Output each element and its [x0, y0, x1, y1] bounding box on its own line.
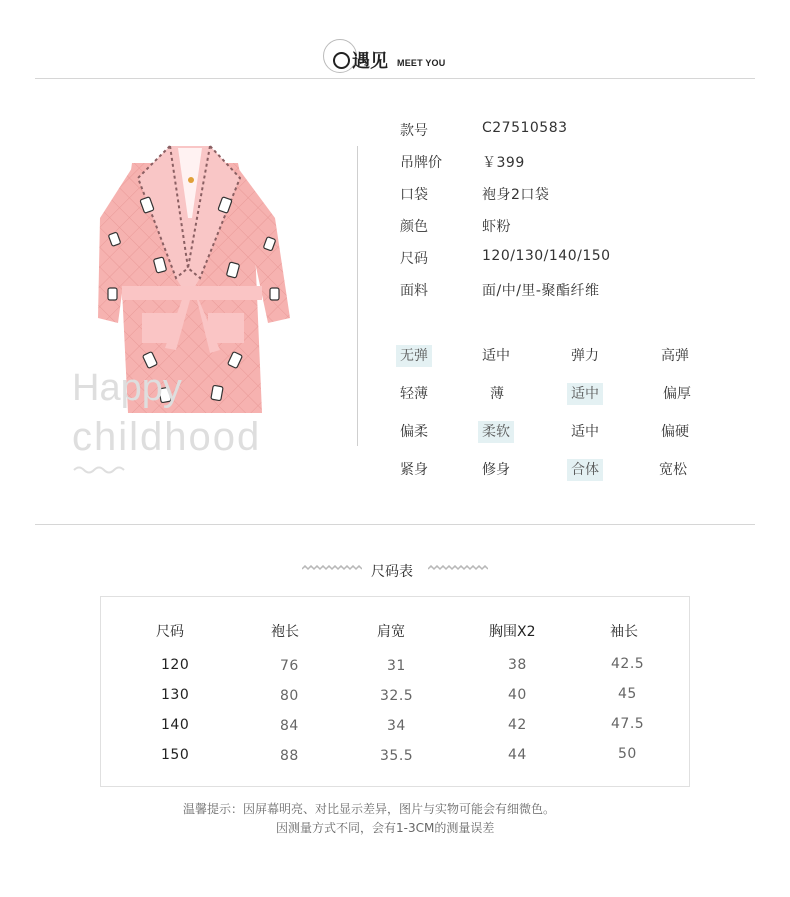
table-header-size: 尺码	[156, 624, 184, 640]
header-divider	[35, 78, 755, 79]
spec-label-price: 吊牌价	[400, 155, 442, 171]
table-header-sleeve: 袖长	[610, 624, 638, 640]
photo-divider	[357, 146, 358, 446]
table-header-shoulder: 肩宽	[377, 624, 405, 640]
table-cell: 45	[618, 686, 637, 702]
spec-value-pocket: 袍身2口袋	[482, 187, 550, 203]
attr-thickness-medium: 适中	[567, 383, 603, 405]
attr-stretch-none: 无弹	[396, 345, 432, 367]
section-title-text: 遇见	[352, 51, 388, 72]
spec-value-size: 120/130/140/150	[482, 248, 611, 264]
attr-softness-soft: 偏柔	[400, 424, 428, 440]
spec-value-price: ￥399	[482, 155, 525, 171]
table-header-length: 袍长	[271, 624, 299, 640]
table-cell: 84	[280, 718, 299, 734]
robe-illustration	[70, 138, 330, 483]
attr-softness-very-soft: 柔软	[478, 421, 514, 443]
attr-thickness-light: 轻薄	[400, 386, 428, 402]
photo-overlay-line2: childhood	[72, 415, 262, 459]
table-cell: 35.5	[380, 748, 414, 764]
table-cell: 130	[161, 687, 190, 703]
table-cell: 40	[508, 687, 527, 703]
wave-decoration	[74, 468, 124, 473]
attr-softness-hard: 偏硬	[661, 424, 689, 440]
attr-stretch-elastic: 弹力	[571, 348, 599, 364]
spec-label-size: 尺码	[400, 251, 428, 267]
spec-label-style-no: 款号	[400, 123, 428, 139]
attr-fit-loose: 宽松	[659, 462, 687, 478]
photo-overlay-line1: Happy	[72, 367, 182, 409]
wave-decoration-left	[302, 565, 362, 573]
table-cell: 38	[508, 657, 527, 673]
table-cell: 44	[508, 747, 527, 763]
circle-icon	[333, 52, 350, 69]
attr-thickness-thick: 偏厚	[663, 386, 691, 402]
note-line-1: 温馨提示：因屏幕明亮、对比显示差异，图片与实物可能会有细微色。	[183, 802, 556, 816]
table-cell: 42.5	[611, 656, 645, 672]
table-cell: 34	[387, 718, 406, 734]
size-table-title: 尺码表	[371, 564, 413, 580]
section-title	[333, 47, 388, 73]
spec-label-pocket: 口袋	[400, 187, 428, 203]
table-cell: 140	[161, 717, 190, 733]
table-cell: 42	[508, 717, 527, 733]
table-cell: 120	[161, 657, 190, 673]
table-cell: 47.5	[611, 716, 645, 732]
attr-fit-slim: 修身	[482, 462, 510, 478]
attr-softness-medium: 适中	[571, 424, 599, 440]
attr-stretch-medium: 适中	[482, 348, 510, 364]
attr-fit-regular: 合体	[567, 459, 603, 481]
table-cell: 88	[280, 748, 299, 764]
table-header-chest: 胸围X2	[489, 624, 536, 640]
spec-value-fabric: 面/中/里-聚酯纤维	[482, 283, 600, 299]
section-subtitle: MEET YOU	[397, 58, 446, 68]
attr-thickness-thin: 薄	[490, 386, 504, 402]
attr-fit-tight: 紧身	[400, 462, 428, 478]
table-cell: 32.5	[380, 688, 414, 704]
table-cell: 50	[618, 746, 637, 762]
spec-label-color: 颜色	[400, 219, 428, 235]
wave-decoration-right	[428, 565, 488, 573]
spec-value-color: 虾粉	[482, 219, 511, 235]
table-cell: 150	[161, 747, 190, 763]
note-line-2: 因测量方式不同，会有1-3CM的测量误差	[276, 821, 495, 835]
table-cell: 31	[387, 658, 406, 674]
product-photo	[70, 138, 330, 483]
section-divider	[35, 524, 755, 525]
table-cell: 76	[280, 658, 299, 674]
table-cell: 80	[280, 688, 299, 704]
spec-value-style-no: C27510583	[482, 120, 568, 136]
spec-label-fabric: 面料	[400, 283, 428, 299]
attr-stretch-high: 高弹	[661, 348, 689, 364]
